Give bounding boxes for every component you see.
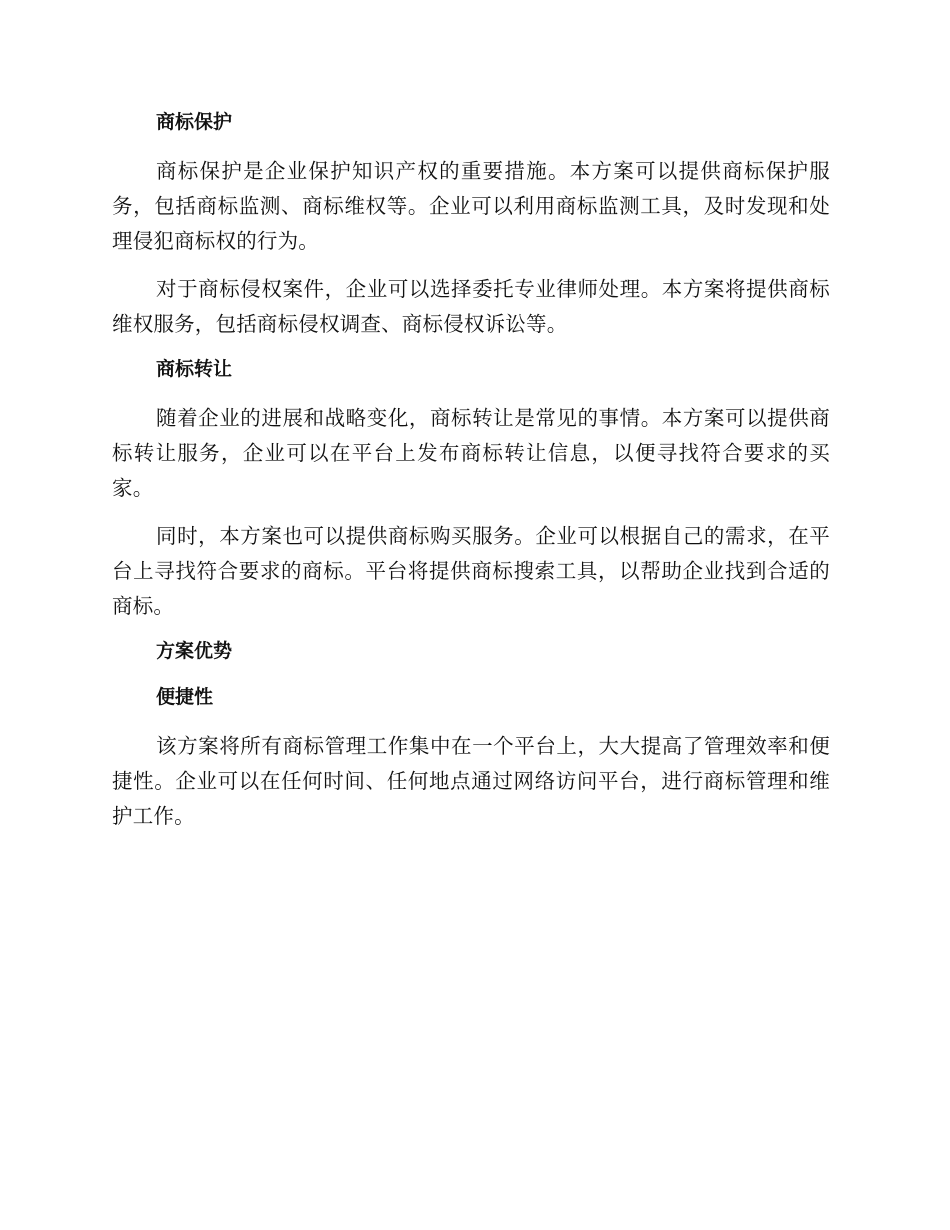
section-convenience bbox=[112, 683, 830, 834]
paragraph: 对于商标侵权案件，企业可以选择委托专业律师处理。本方案将提供商标维权服务，包括商标侵权调查、商标侵权诉讼等。 bbox=[112, 277, 830, 336]
section-trademark-protection bbox=[112, 108, 830, 342]
paragraph: 同时，本方案也可以提供商标购买服务。企业可以根据自己的需求，在平台上寻找符合要求的商标。平台将提供商标搜索工具，以帮助企业找到合适的商标。 bbox=[112, 524, 830, 618]
section-heading: 商标保护 bbox=[156, 111, 233, 133]
section-advantages bbox=[112, 637, 830, 665]
paragraph: 该方案将所有商标管理工作集中在一个平台上，大大提高了管理效率和便捷性。企业可以在任何时间、任何地点通过网络访问平台，进行商标管理和维护工作。 bbox=[112, 734, 830, 828]
section-heading: 方案优势 bbox=[156, 640, 233, 662]
section-heading: 便捷性 bbox=[156, 686, 214, 708]
section-heading: 商标转让 bbox=[156, 358, 233, 380]
paragraph: 商标保护是企业保护知识产权的重要措施。本方案可以提供商标保护服务，包括商标监测、商标维权等。企业可以利用商标监测工具，及时发现和处理侵犯商标权的行为。 bbox=[112, 159, 830, 253]
document-page bbox=[112, 108, 830, 847]
paragraph: 随着企业的进展和战略变化，商标转让是常见的事情。本方案可以提供商标转让服务，企业可以在平台上发布商标转让信息，以便寻找符合要求的买家。 bbox=[112, 406, 830, 500]
section-trademark-transfer bbox=[112, 355, 830, 624]
